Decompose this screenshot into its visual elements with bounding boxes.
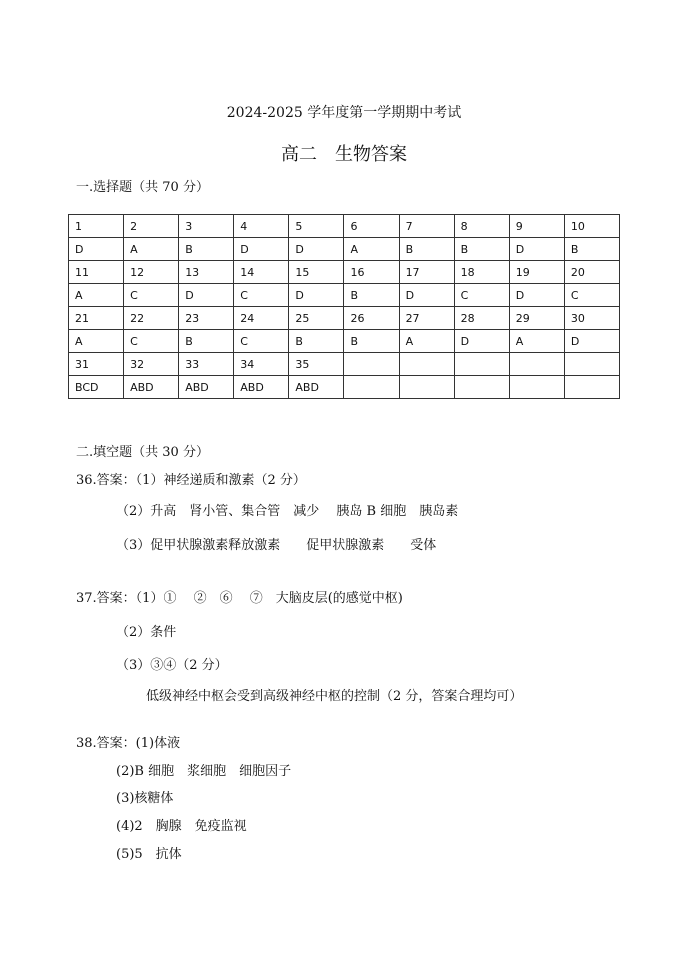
table-row [69, 261, 620, 284]
table-cell: 22 [124, 307, 179, 330]
q38-line-4: (4)2 胸腺 免疫监视 [116, 819, 247, 834]
table-cell: 18 [454, 261, 509, 284]
table-cell: C [564, 284, 619, 307]
table-cell: BCD [69, 376, 124, 399]
table-cell: 14 [234, 261, 289, 284]
table-cell: ABD [179, 376, 234, 399]
table-cell: 3 [179, 215, 234, 238]
q36-line-3: （3）促甲状腺激素释放激素 促甲状腺激素 受体 [116, 538, 437, 553]
table-cell: B [454, 238, 509, 261]
table-cell: ABD [289, 376, 344, 399]
table-cell: 27 [399, 307, 454, 330]
table-cell: 25 [289, 307, 344, 330]
table-cell: 28 [454, 307, 509, 330]
table-cell: D [454, 330, 509, 353]
table-cell [454, 353, 509, 376]
table-cell: 20 [564, 261, 619, 284]
q36-line-2: （2）升高 肾小管、集合管 减少 胰岛 B 细胞 胰岛素 [116, 504, 459, 519]
answer-title: 高二 生物答案 [281, 144, 407, 165]
table-cell [344, 376, 399, 399]
table-cell [509, 376, 564, 399]
table-cell: 26 [344, 307, 399, 330]
answer-table [68, 214, 620, 399]
q37-line-3: （3）③④（2 分） [116, 658, 228, 673]
table-cell: C [454, 284, 509, 307]
table-cell: B [344, 330, 399, 353]
table-cell: 30 [564, 307, 619, 330]
table-cell: C [124, 330, 179, 353]
table-row [69, 284, 620, 307]
table-cell: 15 [289, 261, 344, 284]
table-cell: 7 [399, 215, 454, 238]
table-cell: D [289, 238, 344, 261]
table-cell: 8 [454, 215, 509, 238]
table-cell [509, 353, 564, 376]
q37-line-2: （2）条件 [116, 625, 177, 640]
table-cell: B [289, 330, 344, 353]
q38-line-5: (5)5 抗体 [116, 847, 182, 862]
table-cell: 32 [124, 353, 179, 376]
table-cell: 12 [124, 261, 179, 284]
table-cell: 23 [179, 307, 234, 330]
table-cell: C [124, 284, 179, 307]
table-cell: A [344, 238, 399, 261]
table-cell: 6 [344, 215, 399, 238]
table-cell [344, 353, 399, 376]
table-cell: D [69, 238, 124, 261]
table-cell: 19 [509, 261, 564, 284]
table-cell: D [509, 284, 564, 307]
table-cell [454, 376, 509, 399]
table-cell: 13 [179, 261, 234, 284]
table-row [69, 353, 620, 376]
table-cell: A [399, 330, 454, 353]
table-cell: A [69, 284, 124, 307]
table-cell: B [344, 284, 399, 307]
table-cell: C [234, 330, 289, 353]
q38-line-3: (3)核糖体 [116, 791, 174, 806]
table-cell [399, 353, 454, 376]
table-cell: 11 [69, 261, 124, 284]
table-cell: 31 [69, 353, 124, 376]
table-cell: D [564, 330, 619, 353]
table-cell: 9 [509, 215, 564, 238]
table-row [69, 330, 620, 353]
table-cell: D [179, 284, 234, 307]
section-choice-heading: 一.选择题（共 70 分） [76, 180, 209, 195]
section-fill-heading: 二.填空题（共 30 分） [76, 445, 209, 460]
table-row [69, 376, 620, 399]
table-cell: ABD [234, 376, 289, 399]
q36-line-1: 36.答案：（1）神经递质和激素（2 分） [76, 473, 306, 488]
exam-title: 2024-2025 学年度第一学期期中考试 [226, 105, 462, 121]
table-cell: 34 [234, 353, 289, 376]
table-cell: 4 [234, 215, 289, 238]
q37-line-1: 37.答案：（1）① ② ⑥ ⑦ 大脑皮层(的感觉中枢) [76, 591, 403, 606]
table-cell [564, 376, 619, 399]
table-row [69, 307, 620, 330]
table-cell: C [234, 284, 289, 307]
table-cell: 5 [289, 215, 344, 238]
table-cell: 17 [399, 261, 454, 284]
table-cell: 1 [69, 215, 124, 238]
table-cell: 16 [344, 261, 399, 284]
table-cell: 29 [509, 307, 564, 330]
table-cell: B [399, 238, 454, 261]
table-cell: 10 [564, 215, 619, 238]
table-cell: 35 [289, 353, 344, 376]
table-cell: D [289, 284, 344, 307]
table-cell [399, 376, 454, 399]
table-row [69, 215, 620, 238]
table-cell: B [179, 238, 234, 261]
q37-line-4: 低级神经中枢会受到高级神经中枢的控制（2 分，答案合理均可） [146, 689, 523, 704]
table-cell: B [564, 238, 619, 261]
table-cell: D [509, 238, 564, 261]
q38-line-1: 38.答案：(1)体液 [76, 736, 181, 751]
table-cell: A [69, 330, 124, 353]
table-cell: A [124, 238, 179, 261]
table-cell: ABD [124, 376, 179, 399]
table-cell: 2 [124, 215, 179, 238]
table-cell: 33 [179, 353, 234, 376]
table-cell: D [234, 238, 289, 261]
q38-line-2: (2)B 细胞 浆细胞 细胞因子 [116, 764, 292, 779]
table-row [69, 238, 620, 261]
table-cell: 24 [234, 307, 289, 330]
table-cell: 21 [69, 307, 124, 330]
table-cell: B [179, 330, 234, 353]
table-cell [564, 353, 619, 376]
table-cell: D [399, 284, 454, 307]
table-cell: A [509, 330, 564, 353]
